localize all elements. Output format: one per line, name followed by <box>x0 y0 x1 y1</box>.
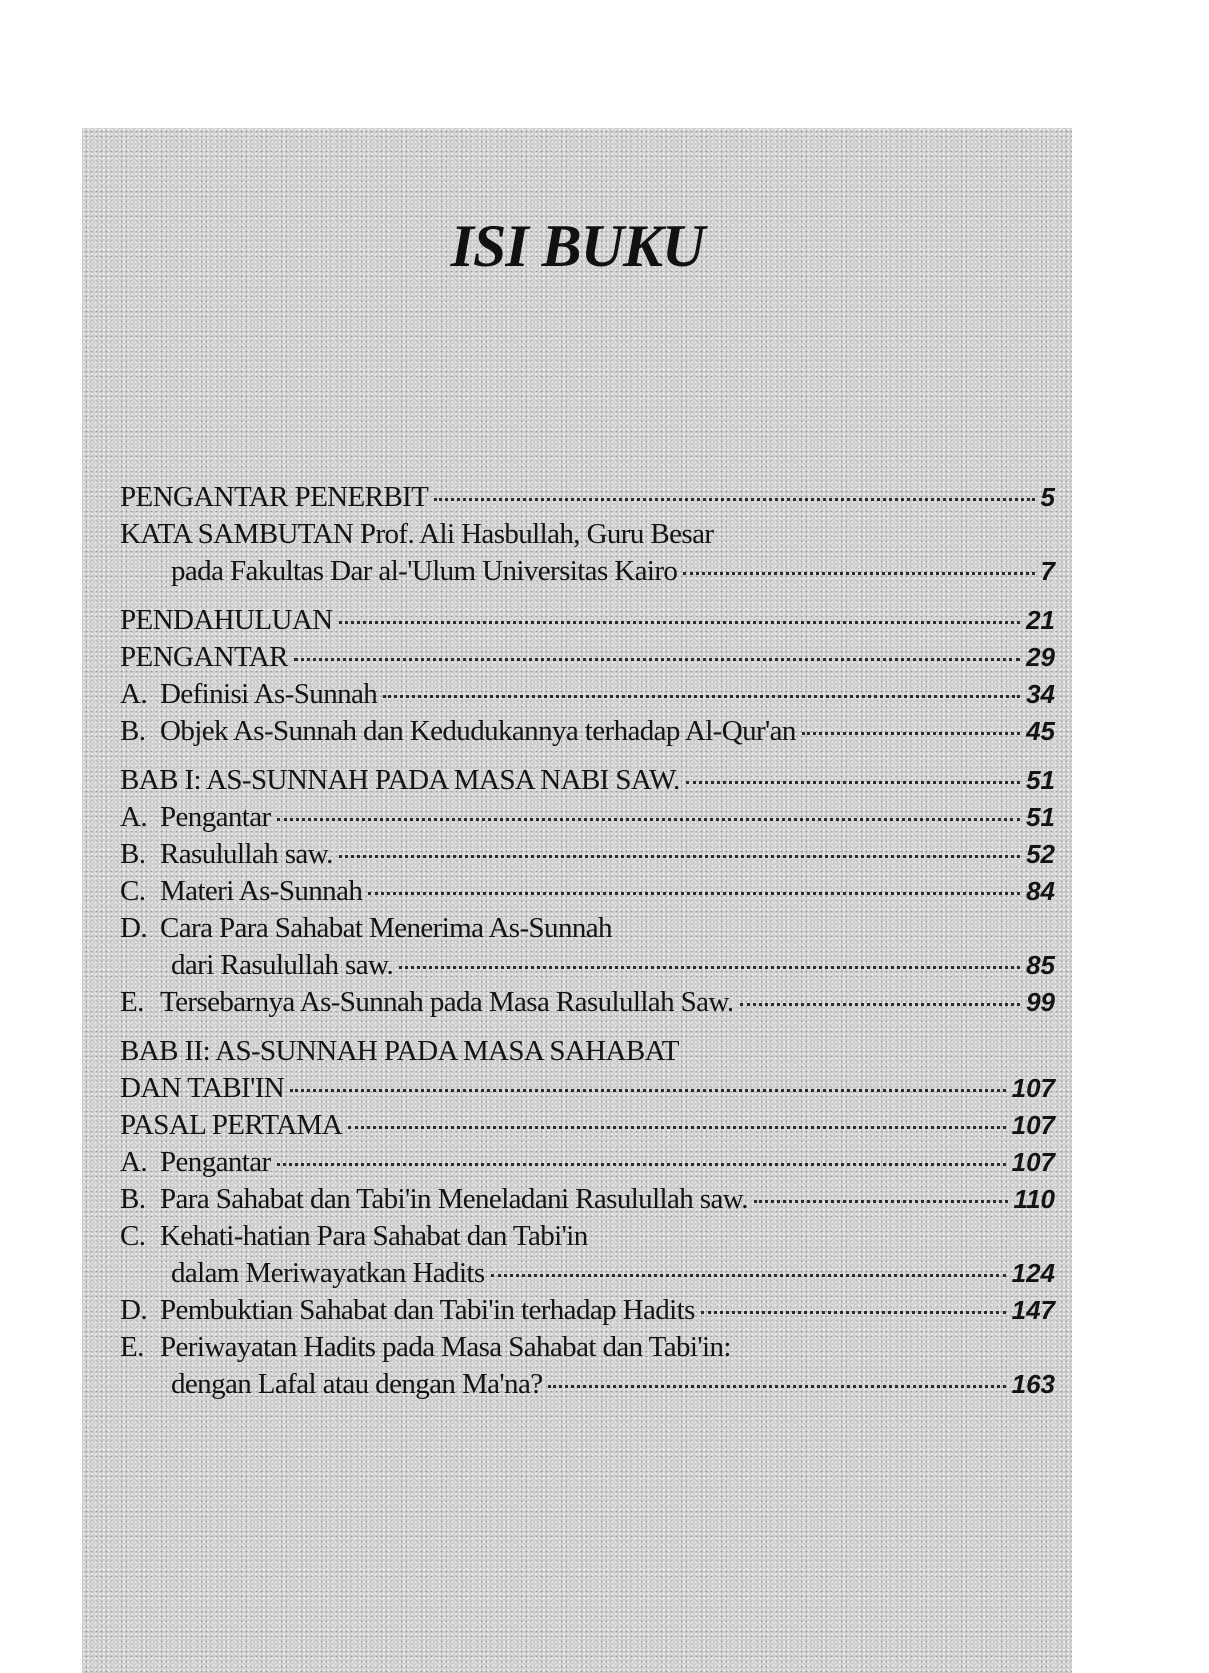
toc-entry <box>120 1292 1055 1329</box>
toc-entry-letter: B. <box>120 838 146 870</box>
toc-entry-label: dalam Meriwayatkan Hadits <box>171 1257 485 1289</box>
toc-entry-label: pada Fakultas Dar al-'Ulum Universitas Kairo <box>171 555 678 587</box>
toc-entry-page-number: 107 <box>1011 1073 1055 1103</box>
dot-leader <box>383 695 1020 698</box>
toc-entry-page-number: 99 <box>1026 987 1055 1017</box>
dot-leader <box>290 1089 1005 1092</box>
dot-leader <box>277 1163 1006 1166</box>
toc-entry-label: KATA SAMBUTAN Prof. Ali Hasbullah, Guru Besar <box>120 518 714 550</box>
toc-entry-label: Periwayatan Hadits pada Masa Sahabat dan Tabi'in: <box>160 1331 731 1363</box>
dot-leader <box>686 781 1020 784</box>
toc-entry-label: Definisi As-Sunnah <box>160 678 378 710</box>
toc-entry-page-number: 84 <box>1026 876 1055 906</box>
toc-entry <box>120 947 1055 984</box>
toc-entry-page-number: 51 <box>1026 765 1055 795</box>
toc-entry <box>120 713 1055 750</box>
toc-entry-label: PENGANTAR <box>120 641 288 673</box>
dot-leader <box>339 621 1021 624</box>
toc-entry <box>120 516 1055 553</box>
toc-entry-label: PENDAHULUAN <box>120 604 333 636</box>
toc-entry-label: Objek As-Sunnah dan Kedudukannya terhadap Al-Qur'an <box>160 715 796 747</box>
toc-entry-letter: C. <box>120 875 146 907</box>
toc-entry <box>120 1033 1055 1070</box>
toc-entry <box>120 553 1055 590</box>
page-title: ISI BUKU <box>450 213 705 279</box>
toc-entry-label: DAN TABI'IN <box>120 1072 285 1104</box>
toc-entry-page-number: 107 <box>1011 1110 1055 1140</box>
toc-entry <box>120 762 1055 799</box>
toc-entry <box>120 799 1055 836</box>
toc-entry <box>120 1070 1055 1107</box>
toc-entry <box>120 1181 1055 1218</box>
toc-entry <box>120 602 1055 639</box>
toc-entry <box>120 836 1055 873</box>
toc-entry <box>120 1144 1055 1181</box>
dot-leader <box>754 1200 1008 1203</box>
dot-leader <box>339 855 1020 858</box>
toc-entry-label: BAB I: AS-SUNNAH PADA MASA NABI SAW. <box>120 764 680 796</box>
toc-entry-page-number: 124 <box>1011 1258 1055 1288</box>
toc-entry-page-number: 110 <box>1013 1184 1055 1214</box>
toc-entry-label: Cara Para Sahabat Menerima As-Sunnah <box>160 912 612 944</box>
toc-entry <box>120 910 1055 947</box>
toc-entry-label: Pengantar <box>160 1146 271 1178</box>
toc-entry-page-number: 34 <box>1026 679 1055 709</box>
dot-leader <box>683 572 1034 575</box>
toc-entry-letter: E. <box>120 1331 144 1363</box>
toc-entry <box>120 873 1055 910</box>
dot-leader <box>740 1003 1021 1006</box>
dot-leader <box>434 498 1034 501</box>
toc-entry-letter: D. <box>120 1294 147 1326</box>
toc-entry-letter: A. <box>120 801 147 833</box>
toc-entry-page-number: 163 <box>1011 1369 1055 1399</box>
dot-leader <box>548 1385 1005 1388</box>
toc-entry-page-number: 7 <box>1040 556 1055 586</box>
toc-entry-label: PENGANTAR PENERBIT <box>120 481 429 513</box>
toc-entry-label: Kehati-hatian Para Sahabat dan Tabi'in <box>160 1220 588 1252</box>
toc-entry <box>120 676 1055 713</box>
toc-entry <box>120 1255 1055 1292</box>
toc-entry-label: BAB II: AS-SUNNAH PADA MASA SAHABAT <box>120 1035 679 1067</box>
toc-entry-page-number: 5 <box>1040 482 1055 512</box>
toc-entry-page-number: 147 <box>1011 1295 1055 1325</box>
toc-entry-page-number: 45 <box>1026 716 1055 746</box>
table-of-contents <box>120 479 1055 1403</box>
dot-leader <box>701 1311 1006 1314</box>
toc-entry-letter: A. <box>120 678 147 710</box>
toc-entry-label: Rasulullah saw. <box>160 838 333 870</box>
toc-entry-page-number: 29 <box>1026 642 1055 672</box>
dot-leader <box>348 1126 1006 1129</box>
toc-entry-letter: E. <box>120 986 144 1018</box>
dot-leader <box>368 892 1020 895</box>
toc-entry <box>120 1366 1055 1403</box>
dot-leader <box>491 1274 1006 1277</box>
toc-entry <box>120 1329 1055 1366</box>
toc-entry-label: dengan Lafal atau dengan Ma'na? <box>171 1368 543 1400</box>
toc-entry-letter: C. <box>120 1220 146 1252</box>
toc-entry <box>120 1107 1055 1144</box>
toc-entry-letter: D. <box>120 912 147 944</box>
toc-entry <box>120 479 1055 516</box>
toc-entry-letter: B. <box>120 1183 146 1215</box>
dot-leader <box>294 658 1020 661</box>
toc-entry-page-number: 51 <box>1026 802 1055 832</box>
dot-leader <box>802 732 1020 735</box>
toc-entry-label: Tersebarnya As-Sunnah pada Masa Rasulullah Saw. <box>160 986 734 1018</box>
dot-leader <box>277 818 1021 821</box>
toc-entry-label: Pembuktian Sahabat dan Tabi'in terhadap Hadits <box>160 1294 695 1326</box>
dot-leader <box>399 966 1020 969</box>
toc-entry-page-number: 21 <box>1026 605 1055 635</box>
toc-entry-page-number: 52 <box>1026 839 1055 869</box>
toc-entry-label: Pengantar <box>160 801 271 833</box>
toc-entry-label: PASAL PERTAMA <box>120 1109 343 1141</box>
toc-entry-page-number: 85 <box>1026 950 1055 980</box>
toc-entry-label: dari Rasulullah saw. <box>171 949 394 981</box>
toc-entry-label: Materi As-Sunnah <box>160 875 363 907</box>
toc-entry-label: Para Sahabat dan Tabi'in Meneladani Rasulullah saw. <box>160 1183 748 1215</box>
toc-entry <box>120 1218 1055 1255</box>
toc-entry-letter: A. <box>120 1146 147 1178</box>
toc-entry <box>120 639 1055 676</box>
toc-entry-letter: B. <box>120 715 146 747</box>
toc-entry <box>120 984 1055 1021</box>
toc-entry-page-number: 107 <box>1011 1147 1055 1177</box>
